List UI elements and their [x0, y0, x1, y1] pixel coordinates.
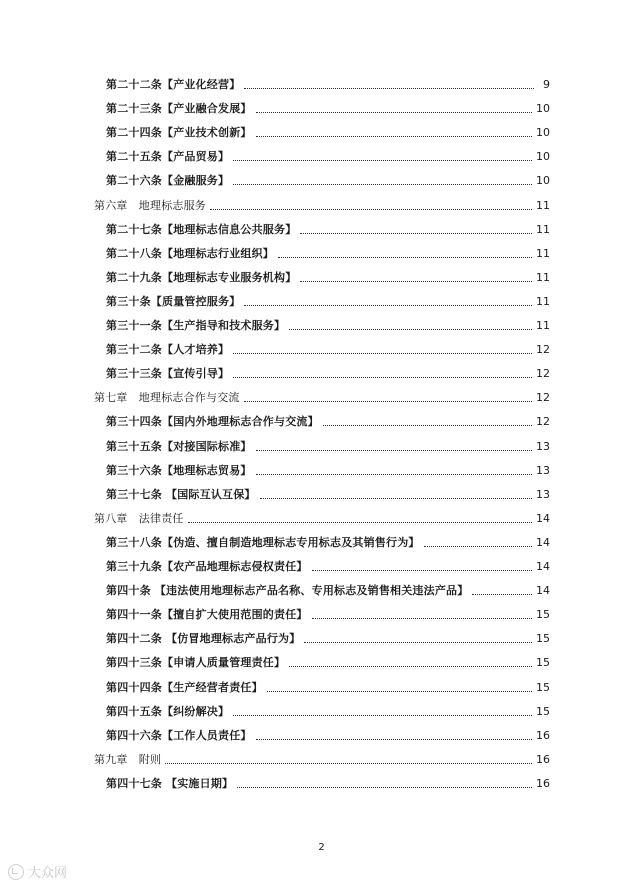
toc-dot-leader	[233, 159, 532, 161]
toc-entry-label: 第三十三条【宣传引导】	[106, 367, 230, 381]
toc-entry-label: 第三十五条【对接国际标准】	[106, 439, 252, 453]
toc-entry-label: 第六章 地理标志服务	[94, 198, 206, 212]
watermark-logo-icon	[8, 864, 24, 880]
toc-dot-leader	[267, 690, 532, 692]
toc-dot-leader	[256, 738, 532, 740]
page-number: 2	[318, 842, 325, 853]
toc-entry-page: 14	[536, 511, 550, 525]
toc-dot-leader	[256, 473, 532, 475]
toc-article-entry[interactable]	[106, 168, 550, 188]
toc-article-entry[interactable]	[106, 650, 550, 670]
toc-dot-leader	[312, 569, 532, 571]
toc-dot-leader	[260, 497, 532, 499]
toc-article-entry[interactable]	[106, 530, 550, 550]
toc-entry-page: 12	[536, 343, 550, 357]
toc-dot-leader	[233, 714, 532, 716]
toc-entry-page: 16	[536, 752, 550, 766]
toc-entry-label: 第二十九条【地理标志专业服务机构】	[106, 270, 297, 284]
toc-dot-leader	[244, 400, 532, 402]
toc-article-entry[interactable]	[106, 578, 550, 598]
toc-dot-leader	[323, 424, 532, 426]
toc-entry-label: 第四十二条 【仿冒地理标志产品行为】	[106, 632, 301, 646]
toc-entry-label: 第三十二条【人才培养】	[106, 343, 230, 357]
toc-article-entry[interactable]	[106, 626, 550, 646]
toc-dot-leader	[289, 665, 532, 667]
toc-entry-page: 11	[536, 246, 550, 260]
toc-article-entry[interactable]	[106, 458, 550, 478]
toc-entry-page: 11	[536, 294, 550, 308]
toc-entry-page: 10	[536, 174, 550, 188]
toc-entry-page: 10	[536, 126, 550, 140]
toc-dot-leader	[312, 617, 532, 619]
toc-entry-label: 第二十三条【产业融合发展】	[106, 102, 252, 116]
toc-entry-page: 13	[536, 463, 550, 477]
toc-entry-label: 第三十七条 【国际互认互保】	[106, 487, 256, 501]
toc-entry-page: 15	[536, 608, 550, 622]
toc-entry-page: 15	[536, 632, 550, 646]
toc-dot-leader	[256, 111, 532, 113]
toc-entry-label: 第三十四条【国内外地理标志合作与交流】	[106, 415, 319, 429]
toc-article-entry[interactable]	[106, 72, 550, 92]
toc-entry-page: 11	[536, 222, 550, 236]
toc-entry-label: 第四十一条【擅自扩大使用范围的责任】	[106, 608, 308, 622]
toc-entry-label: 第三十一条【生产指导和技术服务】	[106, 319, 286, 332]
toc-entry-page: 15	[536, 656, 550, 670]
toc-dot-leader	[289, 328, 532, 330]
toc-chapter-entry[interactable]	[94, 747, 550, 767]
watermark	[8, 862, 67, 881]
toc-article-entry[interactable]	[106, 409, 550, 429]
toc-article-entry[interactable]	[106, 675, 550, 695]
toc-entry-label: 第二十五条【产品贸易】	[106, 150, 230, 164]
toc-article-entry[interactable]	[106, 554, 550, 574]
toc-article-entry[interactable]	[106, 120, 550, 140]
toc-entry-label: 第八章 法律责任	[94, 511, 184, 525]
watermark-text: 大众网	[28, 866, 68, 881]
toc-entry-page: 10	[536, 102, 550, 116]
toc-article-entry[interactable]	[106, 217, 550, 237]
toc-article-entry[interactable]	[106, 96, 550, 116]
toc-entry-label: 第二十四条【产业技术创新】	[106, 126, 252, 140]
toc-article-entry[interactable]	[106, 337, 550, 357]
toc-entry-page: 10	[536, 150, 550, 164]
toc-article-entry[interactable]	[106, 602, 550, 622]
toc-entry-page: 16	[536, 776, 550, 790]
toc-entry-label: 第四十四条【生产经营者责任】	[106, 680, 263, 694]
toc-dot-leader	[256, 449, 532, 451]
toc-entry-page: 12	[536, 415, 550, 429]
toc-entry-page: 11	[536, 198, 550, 212]
toc-entry-label: 第四十五条【纠纷解决】	[106, 704, 230, 718]
toc-article-entry[interactable]	[106, 144, 550, 164]
toc-entry-page: 12	[536, 367, 550, 381]
toc-entry-page: 14	[536, 535, 550, 549]
toc-chapter-entry[interactable]	[94, 506, 550, 526]
toc-entry-page: 15	[536, 704, 550, 718]
toc-dot-leader	[304, 641, 532, 643]
toc-article-entry[interactable]	[106, 265, 550, 285]
toc-dot-leader	[244, 304, 532, 306]
toc-entry-page: 13	[536, 487, 550, 501]
toc-entry-label: 第二十二条【产业化经营】	[106, 78, 241, 91]
toc-dot-leader	[233, 183, 532, 185]
toc-entry-label: 第七章 地理标志合作与交流	[94, 391, 240, 405]
toc-article-entry[interactable]	[106, 289, 550, 309]
toc-entry-page: 11	[536, 270, 550, 284]
toc-dot-leader	[188, 521, 532, 523]
toc-article-entry[interactable]	[106, 771, 550, 791]
toc-article-entry[interactable]	[106, 241, 550, 261]
toc-entry-page: 14	[536, 584, 550, 598]
toc-entry-page: 15	[536, 680, 550, 694]
toc-entry-page: 9	[543, 78, 550, 91]
toc-entry-label: 第二十八条【地理标志行业组织】	[106, 246, 274, 260]
toc-entry-page: 13	[536, 439, 550, 453]
toc-entry-label: 第四十七条 【实施日期】	[106, 776, 234, 790]
toc-dot-leader	[210, 208, 532, 210]
toc-entry-page: 14	[536, 560, 550, 573]
toc-article-entry[interactable]	[106, 434, 550, 454]
toc-dot-leader	[165, 762, 532, 764]
toc-article-entry[interactable]	[106, 313, 550, 333]
toc-article-entry[interactable]	[106, 699, 550, 719]
toc-entry-label: 第三十八条【伪造、擅自制造地理标志专用标志及其销售行为】	[106, 535, 420, 549]
toc-dot-leader	[300, 280, 532, 282]
toc-article-entry[interactable]	[106, 482, 550, 502]
toc-entry-label: 第三十九条【农产品地理标志侵权责任】	[106, 560, 308, 573]
toc-entry-label: 第四十条 【违法使用地理标志产品名称、专用标志及销售相关违法产品】	[106, 584, 469, 598]
toc-dot-leader	[278, 256, 532, 258]
toc-entry-label: 第二十六条【金融服务】	[106, 174, 230, 188]
toc-entry-label: 第四十六条【工作人员责任】	[106, 728, 252, 742]
toc-entry-page: 11	[536, 319, 550, 332]
toc-dot-leader	[244, 87, 534, 89]
toc-dot-leader	[237, 786, 532, 788]
toc-dot-leader	[424, 545, 532, 547]
toc-entry-label: 第四十三条【申请人质量管理责任】	[106, 656, 286, 670]
toc-chapter-entry[interactable]	[94, 193, 550, 213]
toc-entry-label: 第三十条【质量管控服务】	[106, 294, 241, 308]
toc-article-entry[interactable]	[106, 723, 550, 743]
toc-dot-leader	[256, 135, 532, 137]
toc-entry-label: 第二十七条【地理标志信息公共服务】	[106, 222, 297, 236]
toc-entry-label: 第三十六条【地理标志贸易】	[106, 463, 252, 477]
toc-dot-leader	[233, 352, 532, 354]
toc-entry-page: 12	[536, 391, 550, 405]
toc-dot-leader	[300, 232, 532, 234]
toc-chapter-entry[interactable]	[94, 385, 550, 405]
toc-dot-leader	[472, 593, 532, 595]
toc-article-entry[interactable]	[106, 361, 550, 381]
toc-entry-page: 16	[536, 728, 550, 742]
toc-dot-leader	[233, 376, 532, 378]
toc-entry-label: 第九章 附则	[94, 752, 162, 766]
